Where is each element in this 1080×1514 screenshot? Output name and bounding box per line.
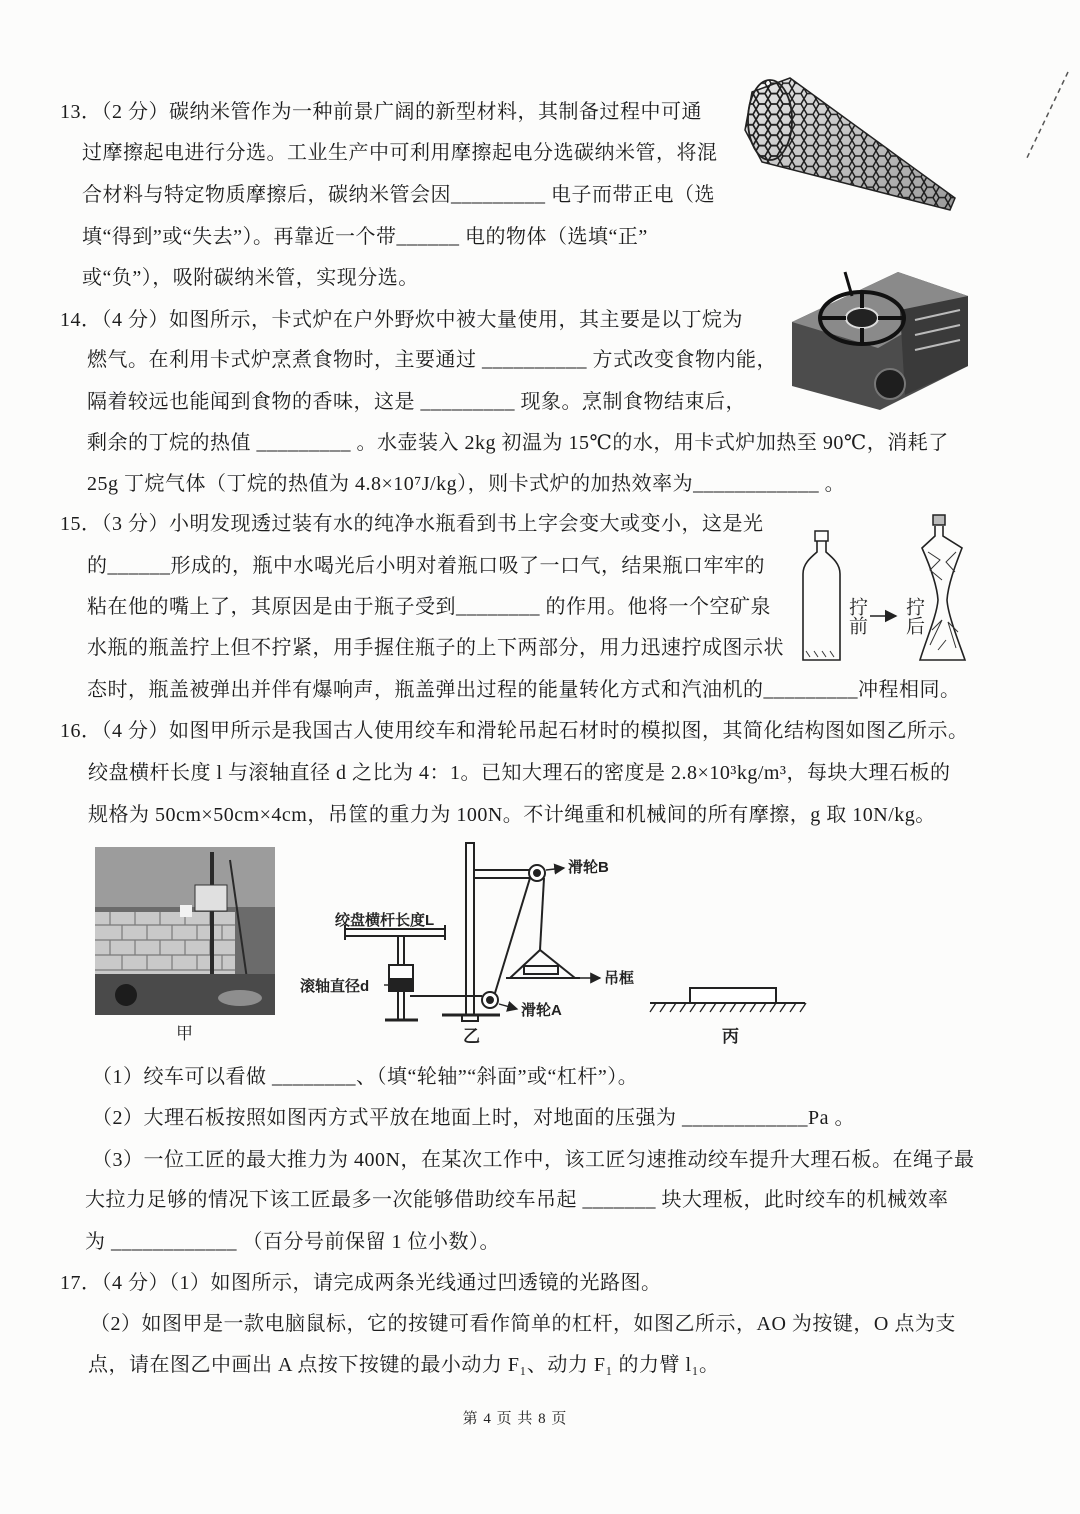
q16-sub-line: （2）大理石板按照如图丙方式平放在地面上时，对地面的压强为 ____________Pa 。: [92, 1107, 855, 1129]
figure-yi-label: 乙: [463, 1027, 480, 1046]
q13-line: 合材料与特定物质摩擦后，碳纳米管会因_________ 电子而带正电（选: [82, 184, 715, 206]
q15-line: 态时，瓶盖被弹出并伴有爆响声，瓶盖弹出过程的能量转化方式和汽油机的_________冲程相同。: [87, 679, 961, 701]
q16-sub-line: （1）绞车可以看做 ________、（填“轮轴”“斜面”或“杠杆”）。: [92, 1066, 639, 1088]
pulley-a-label: 滑轮A: [521, 1002, 562, 1019]
q16-line: 规格为 50cm×50cm×4cm，吊筐的重力为 100N。不计绳重和机械间的所有摩擦，g 取 10N/kg。: [88, 804, 936, 826]
page-footer: 第 4 页 共 8 页: [462, 1411, 568, 1427]
pulley-winch-diagram: [345, 843, 600, 1021]
q14-line: 14．（4 分）如图所示，卡式炉在户外野炊中被大量使用，其主要是以丁烷为: [60, 309, 743, 331]
q13-line: 或“负”），吸附碳纳米管，实现分选。: [82, 267, 419, 289]
bottle-before-label: 拧前: [846, 597, 867, 635]
q17-line: 点，请在图乙中画出 A 点按下按键的最小动力 F₁、动力 F₁ 的力臂 l₁。: [88, 1354, 720, 1376]
q15-line: 15．（3 分）小明发现透过装有水的纯净水瓶看到书上字会变大或变小，这是光: [60, 513, 764, 535]
roller-diameter-label: 滚轴直径d: [300, 978, 370, 995]
q14-line: 25g 丁烷气体（丁烷的热值为 4.8×10⁷J/kg），则卡式炉的加热效率为____________ 。: [87, 473, 846, 495]
bottle-after-figure: [920, 515, 965, 660]
q15-line: 水瓶的瓶盖拧上但不拧紧，用手握住瓶子的上下两部分，用力迅速拧成图示状: [87, 637, 784, 659]
bottle-before-figure: [803, 531, 840, 660]
basket-label: 吊框: [604, 970, 635, 987]
carbon-nanotube-figure: [745, 78, 955, 210]
q14-line: 燃气。在利用卡式炉烹煮食物时，主要通过 __________ 方式改变食物内能，: [87, 349, 777, 371]
q16-sub-line: 为 ____________ （百分号前保留 1 位小数）。: [85, 1231, 500, 1253]
q16-line: 绞盘横杆长度 l 与滚轴直径 d 之比为 4：1。已知大理石的密度是 2.8×10³kg/m³，每块大理石板的: [88, 762, 951, 784]
gas-stove-figure: [792, 272, 968, 410]
q13-line: 填“得到”或“失去”）。再靠近一个带______ 电的物体（选填“正”: [82, 226, 648, 248]
pulley-b-label: 滑轮B: [568, 859, 609, 876]
winch-photo-figure: [95, 847, 275, 1015]
slab-on-ground-diagram: [650, 988, 806, 1012]
q16-sub-line: （3）一位工匠的最大推力为 400N，在某次工作中，该工匠匀速推动绞车提升大理石板。在绳子最: [92, 1149, 975, 1171]
q13-line: 13．（2 分）碳纳米管作为一种前景广阔的新型材料，其制备过程中可通: [60, 101, 702, 123]
figure-bing-label: 丙: [722, 1027, 739, 1046]
q15-line: 的______形成的，瓶中水喝光后小明对着瓶口吸了一口气，结果瓶口牢牢的: [87, 555, 765, 577]
q13-line: 过摩擦起电进行分选。工业生产中可利用摩擦起电分选碳纳米管，将混: [82, 142, 718, 164]
q17-line: 17．（4 分）（1）如图所示，请完成两条光线通过凹透镜的光路图。: [60, 1272, 662, 1294]
q16-line: 16．（4 分）如图甲所示是我国古人使用绞车和滑轮吊起石材时的模拟图，其简化结构图如图乙所示。: [60, 720, 969, 742]
q15-line: 粘在他的嘴上了，其原因是由于瓶子受到________ 的作用。他将一个空矿泉: [87, 596, 771, 618]
fold-mark: [1026, 72, 1068, 160]
q17-line: （2）如图甲是一款电脑鼠标，它的按键可看作简单的杠杆，如图乙所示，AO 为按键，O 点为支: [90, 1313, 956, 1335]
q14-line: 隔着较远也能闻到食物的香味，这是 _________ 现象。烹制食物结束后，: [87, 391, 746, 413]
bottle-after-label: 拧后: [903, 597, 924, 635]
q16-sub-line: 大拉力足够的情况下该工匠最多一次能够借助绞车吊起 _______ 块大理板，此时绞车的机械效率: [85, 1189, 949, 1211]
figure-jia-label: 甲: [176, 1024, 193, 1043]
crank-length-label: 绞盘横杆长度L: [335, 912, 435, 929]
q14-line: 剩余的丁烷的热值 _________ 。水壶装入 2kg 初温为 15℃的水，用卡式炉加热至 90℃，消耗了: [87, 432, 949, 454]
